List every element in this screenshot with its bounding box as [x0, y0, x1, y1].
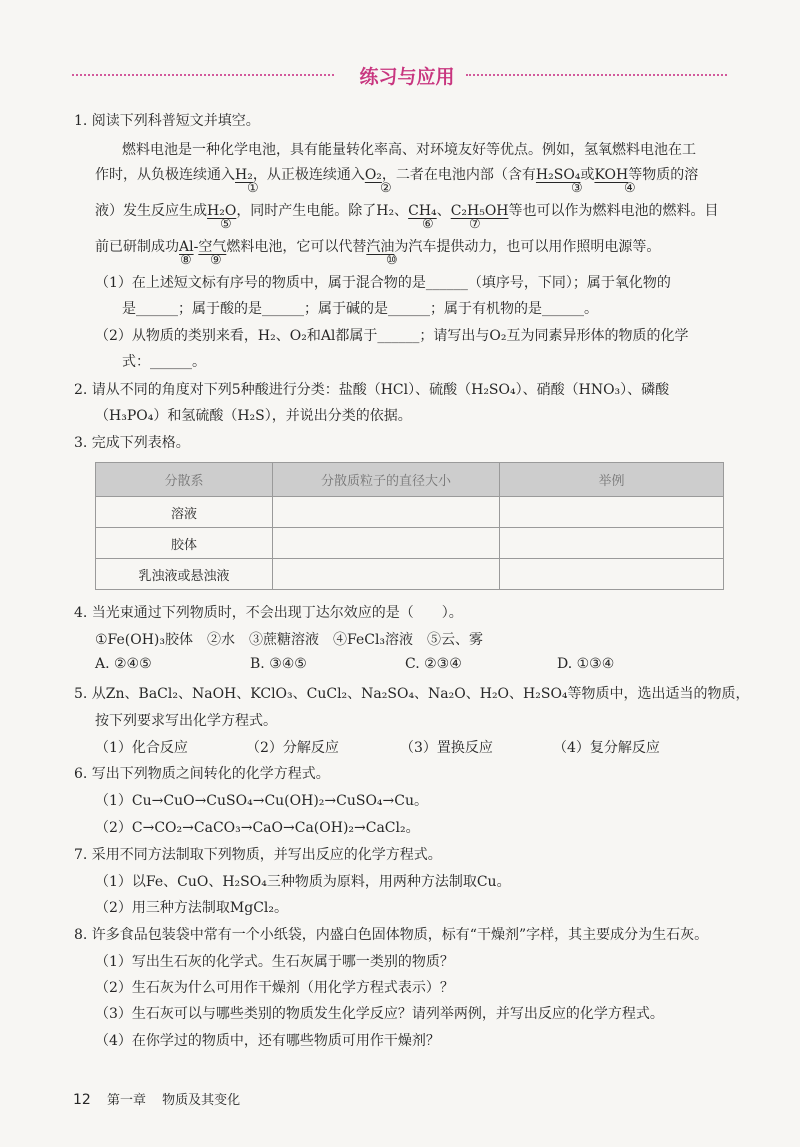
circle-num-1: ①: [247, 181, 259, 196]
q6-stem: 6. 写出下列物质之间转化的化学方程式。: [74, 766, 330, 782]
table-cell: [500, 528, 724, 559]
table-cell: [500, 559, 724, 590]
q4-items: ①Fe(OH)₃胶体 ②水 ③蔗糖溶液 ④FeCl₃溶液 ⑤云、雾: [95, 632, 484, 648]
q1-sub2-line-1: （2）从物质的类别来看，H₂、O₂和Al都属于______；请写出与O₂互为同素异形体的物质的化学: [95, 328, 689, 344]
circle-num-4: ④: [624, 181, 636, 196]
q3-stem: 3. 完成下列表格。: [74, 435, 190, 451]
q8-sub-2: （2）生石灰为什么可用作干燥剂（用化学方程式表示）？: [95, 980, 454, 996]
q7-sub-2: （2）用三种方法制取MgCl₂。: [95, 900, 289, 916]
q7-stem: 7. 采用不同方法制取下列物质，并写出反应的化学方程式。: [74, 847, 442, 863]
term-ch4: CH₄: [408, 203, 437, 219]
q8-stem: 8. 许多食品包装袋中常有一个小纸袋，内盛白色固体物质，标有“干燥剂”字样，其主要成分为生石灰。: [74, 927, 709, 943]
table-row: [96, 528, 724, 559]
q4-stem: 4. 当光束通过下列物质时，不会出现丁达尔效应的是（ ）。: [74, 605, 463, 621]
table-cell: 乳浊液或悬浊液: [96, 559, 273, 590]
q1-sub1-line-2: 是______；属于酸的是______；属于碱的是______；属于有机物的是______。: [122, 301, 598, 317]
q1-stem: 1. 阅读下列科普短文并填空。: [74, 113, 260, 129]
q2-line-1: 2. 请从不同的角度对下列5种酸进行分类：盐酸（HCl）、硫酸（H₂SO₄）、硝酸（HNO₃）、磷酸: [74, 382, 670, 398]
chapter-title: 物质及其变化: [162, 1093, 241, 1108]
table-cell: [273, 559, 500, 590]
page-number: 12: [73, 1092, 91, 1108]
circle-num-5: ⑤: [220, 217, 232, 232]
term-h2so4: H₂SO₄: [535, 167, 581, 183]
q4-option-b: B. ③④⑤: [250, 656, 307, 672]
table-cell: [273, 528, 500, 559]
table-row: [96, 497, 724, 528]
q5-option-1: （1）化合反应: [95, 740, 188, 756]
circle-num-3: ③: [571, 181, 583, 196]
dispersion-table: [95, 462, 724, 590]
table-cell: 溶液: [96, 497, 273, 528]
header-dotted-rule-right: [466, 74, 727, 76]
q5-line-1: 5. 从Zn、BaCl₂、NaOH、KClO₃、CuCl₂、Na₂SO₄、Na₂O、H₂O、H₂SO₄等物质中，选出适当的物质，: [74, 686, 750, 702]
q5-option-2: （2）分解反应: [246, 740, 339, 756]
q4-option-a: A. ②④⑤: [95, 656, 152, 672]
term-o2: O₂: [364, 167, 382, 183]
table-header-cell: 分散系: [96, 463, 273, 497]
q4-option-c: C. ②③④: [405, 656, 462, 672]
header-dotted-rule-left: [72, 74, 334, 76]
q1-sub2-line-2: 式：______。: [122, 354, 206, 370]
q6-sub-1: （1）Cu→CuO→CuSO₄→Cu(OH)₂→CuSO₄→Cu。: [95, 793, 428, 809]
circle-num-10: ⑩: [386, 253, 398, 268]
term-al: Al: [179, 239, 194, 255]
term-c2h5oh: C₂H₅OH: [450, 203, 509, 219]
q1-para-line-2: 作时，从负极连续通入H₂，从正极连续通入O₂，二者在电池内部（含有H₂SO₄或KOH等物质的溶: [95, 167, 699, 183]
table-header-cell: 分散质粒子的直径大小: [273, 463, 500, 497]
q8-sub-3: （3）生石灰可以与哪些类别的物质发生化学反应？请列举两例，并写出反应的化学方程式。: [95, 1006, 664, 1022]
q5-option-4: （4）复分解反应: [553, 740, 660, 756]
q5-line-2: 按下列要求写出化学方程式。: [95, 713, 277, 729]
section-header: [72, 62, 727, 88]
table-cell: [500, 497, 724, 528]
circle-num-6: ⑥: [422, 217, 434, 232]
q5-option-3: （3）置换反应: [400, 740, 493, 756]
q2-line-2: （H₃PO₄）和氢硫酸（H₂S），并说出分类的依据。: [95, 408, 412, 424]
q7-sub-1: （1）以Fe、CuO、H₂SO₄三种物质为原料，用两种方法制取Cu。: [95, 874, 511, 890]
circle-num-9: ⑨: [210, 253, 222, 268]
table-row: [96, 559, 724, 590]
table-cell: 胶体: [96, 528, 273, 559]
page-footer: [73, 1089, 240, 1108]
term-h2o: H₂O: [207, 203, 237, 219]
term-h2: H₂: [235, 167, 253, 183]
circle-num-8: ⑧: [180, 253, 192, 268]
table-header-cell: 举例: [500, 463, 724, 497]
q1-para-line-1: 燃料电池是一种化学电池，具有能量转化率高、对环境友好等优点。例如，氢氧燃料电池在工: [122, 142, 696, 158]
circle-num-7: ⑦: [469, 217, 481, 232]
chapter-label: 第一章: [106, 1093, 146, 1108]
q4-option-d: D. ①③④: [557, 656, 615, 672]
q8-sub-1: （1）写出生石灰的化学式。生石灰属于哪一类别的物质？: [95, 954, 454, 970]
q1-para-line-4: 前已研制成功Al-空气燃料电池，它可以代替汽油为汽车提供动力，也可以用作照明电源等。: [95, 239, 661, 255]
term-gasoline: 汽油: [366, 239, 395, 255]
q1-para-line-3: 液）发生反应生成H₂O，同时产生电能。除了H₂、CH₄、C₂H₅OH等也可以作为燃料电池的燃料。目: [95, 203, 719, 219]
q1-sub1-line-1: （1）在上述短文标有序号的物质中，属于混合物的是______（填序号，下同）；属于氧化物的: [95, 275, 671, 291]
table-cell: [273, 497, 500, 528]
term-koh: KOH: [594, 167, 629, 183]
table-header-row: [96, 463, 724, 497]
q6-sub-2: （2）C→CO₂→CaCO₃→CaO→Ca(OH)₂→CaCl₂。: [95, 820, 420, 836]
term-air: 空气: [198, 239, 227, 255]
section-title: 练习与应用: [359, 66, 455, 88]
q8-sub-4: （4）在你学过的物质中，还有哪些物质可用作干燥剂？: [95, 1033, 440, 1049]
circle-num-2: ②: [380, 181, 392, 196]
